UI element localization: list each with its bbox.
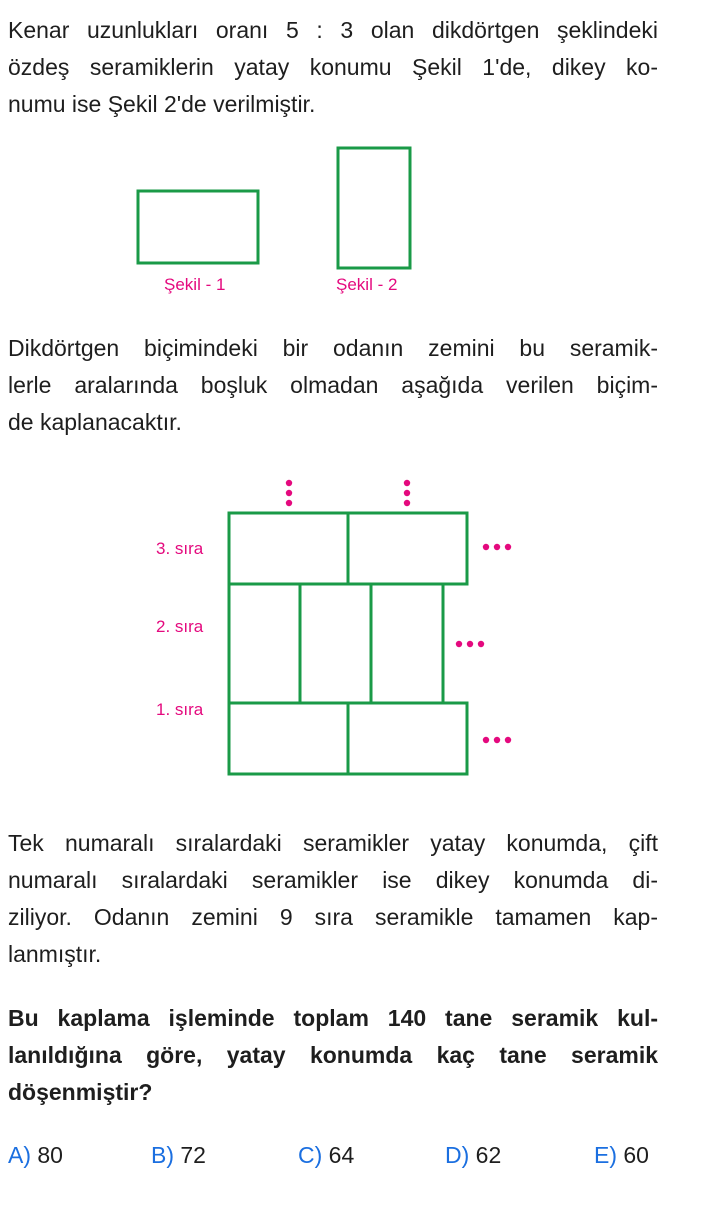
tile-horizontal-figure1 xyxy=(138,191,258,263)
tile-row1-2 xyxy=(348,703,467,774)
question-line: Bu kaplama işleminde toplam 140 tane seramik kul- xyxy=(8,1005,658,1031)
question-line: lanıldığına göre, yatay konumda kaç tane seramik xyxy=(8,1042,658,1068)
vertical-dots-left xyxy=(286,480,292,506)
middle-line: lerle aralarında boşluk olmadan aşağıda verilen biçim- xyxy=(8,372,658,398)
intro-line: numu ise Şekil 2'de verilmiştir. xyxy=(8,91,316,117)
tile-row2-2 xyxy=(300,584,371,703)
option-b[interactable] xyxy=(151,1142,206,1169)
option-e[interactable] xyxy=(594,1142,649,1169)
option-value: 64 xyxy=(328,1142,355,1168)
option-value: 72 xyxy=(180,1142,206,1168)
tile-row3-1 xyxy=(229,513,348,584)
horizontal-dots-row2 xyxy=(456,641,484,647)
tile-vertical-figure2 xyxy=(338,148,410,268)
description-line: Tek numaralı sıralardaki seramikler yatay konumda, çift xyxy=(8,830,658,856)
option-c[interactable] xyxy=(298,1142,354,1169)
description-line: lanmıştır. xyxy=(8,941,102,967)
middle-paragraph xyxy=(8,330,658,441)
option-value: 62 xyxy=(475,1142,502,1168)
description-paragraph xyxy=(8,825,658,973)
answer-options xyxy=(0,1142,711,1178)
option-a[interactable] xyxy=(8,1142,63,1169)
horizontal-dots-row1 xyxy=(483,737,511,743)
horizontal-dots-row3 xyxy=(483,544,511,550)
option-letter: A) xyxy=(8,1142,31,1168)
intro-line: özdeş seramiklerin yatay konumu Şekil 1'de, dikey ko- xyxy=(8,54,658,80)
figure1-label: Şekil - 1 xyxy=(164,275,226,294)
description-line: ziliyor. Odanın zemini 9 sıra seramikle tamamen kap- xyxy=(8,904,658,930)
option-value: 60 xyxy=(623,1142,649,1168)
row-label-1: 1. sıra xyxy=(156,700,204,719)
row-label-2: 2. sıra xyxy=(156,617,204,636)
question-line: döşenmiştir? xyxy=(8,1079,153,1105)
figure2-label: Şekil - 2 xyxy=(336,275,398,294)
tile-row3-2 xyxy=(348,513,467,584)
tile-row1-1 xyxy=(229,703,348,774)
vertical-dots-right xyxy=(404,480,410,506)
tile-row2-3 xyxy=(371,584,443,703)
option-d[interactable] xyxy=(445,1142,501,1169)
option-value: 80 xyxy=(37,1142,63,1168)
question-paragraph xyxy=(8,1000,658,1111)
middle-line: de kaplanacaktır. xyxy=(8,409,182,435)
floor-pattern xyxy=(229,513,467,774)
intro-line: Kenar uzunlukları oranı 5 : 3 olan dikdörtgen şeklindeki xyxy=(8,17,658,43)
option-letter: D) xyxy=(445,1142,470,1168)
description-line: numaralı sıralardaki seramikler ise dikey konumda di- xyxy=(8,867,658,893)
tile-row2-1 xyxy=(229,584,300,703)
option-letter: C) xyxy=(298,1142,323,1168)
middle-line: Dikdörtgen biçimindeki bir odanın zemini bu seramik- xyxy=(8,335,658,361)
option-letter: B) xyxy=(151,1142,174,1168)
row-label-3: 3. sıra xyxy=(156,539,204,558)
option-letter: E) xyxy=(594,1142,617,1168)
